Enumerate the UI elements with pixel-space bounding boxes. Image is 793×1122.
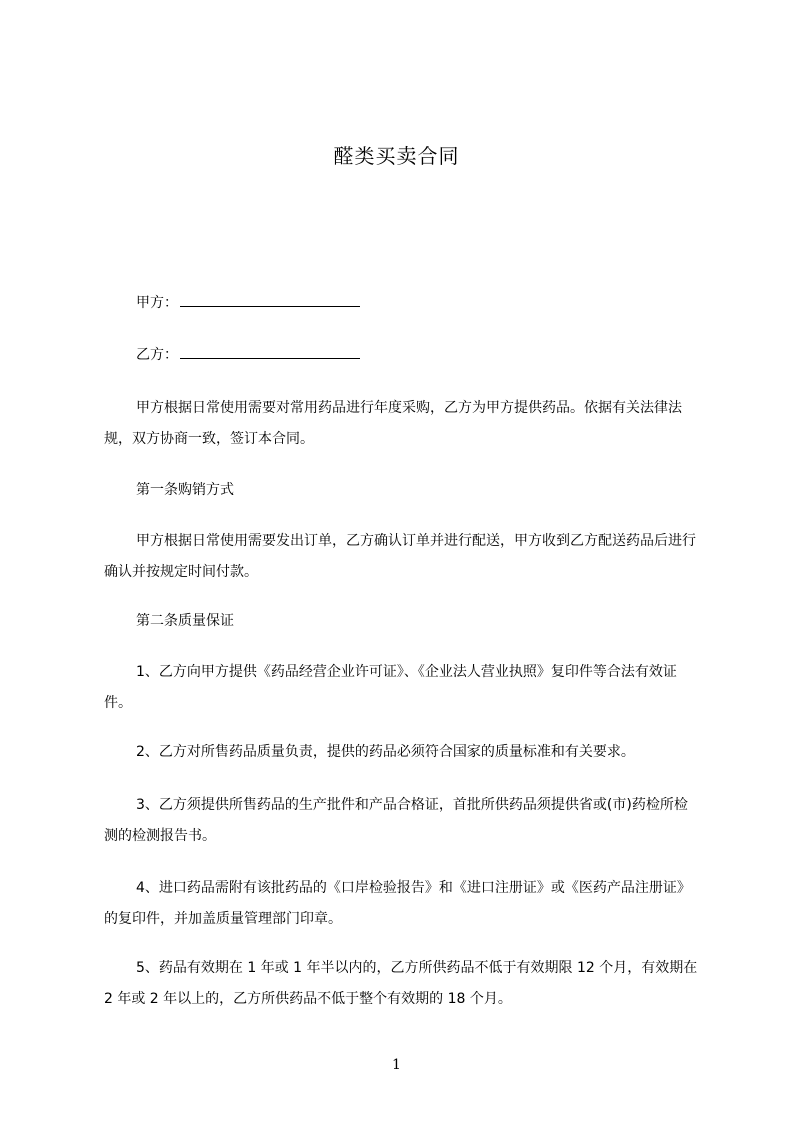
article-1-heading: 第一条购销方式 bbox=[136, 482, 234, 498]
article-2-item-4: 4、进口药品需附有该批药品的《口岸检验报告》和《进口注册证》或《医药产品注册证》的复印件，并加盖质量管理部门印章。 bbox=[104, 880, 691, 927]
article-1-text: 甲方根据日常使用需要发出订单，乙方确认订单并进行配送，甲方收到乙方配送药品后进行确认并按规定时间付款。 bbox=[104, 533, 696, 580]
party-b-blank bbox=[180, 344, 360, 359]
article-2-item-5: 5、药品有效期在 1 年或 1 年半以内的，乙方所供药品不低于有效期限 12 个月，有效期在 2 年或 2 年以上的，乙方所供药品不低于整个有效期的 18 个月。 bbox=[104, 960, 698, 1007]
party-b-line bbox=[136, 344, 360, 365]
party-a-line bbox=[136, 292, 360, 313]
intro-paragraph: 甲方根据日常使用需要对常用药品进行年度采购，乙方为甲方提供药品。依据有关法律法规，双方协商一致，签订本合同。 bbox=[104, 400, 682, 447]
article-2-heading: 第二条质量保证 bbox=[136, 613, 234, 629]
article-2-item-3: 3、乙方须提供所售药品的生产批件和产品合格证，首批所供药品须提供省或(市)药检所检测的检测报告书。 bbox=[104, 797, 688, 844]
page-number: 1 bbox=[392, 1057, 401, 1073]
article-2-item-2: 2、乙方对所售药品质量负责，提供的药品必须符合国家的质量标准和有关要求。 bbox=[136, 744, 635, 760]
party-b-label: 乙方： bbox=[136, 347, 178, 363]
document-title: 醛类买卖合同 bbox=[333, 144, 460, 168]
party-a-label: 甲方： bbox=[136, 295, 178, 311]
article-2-item-1: 1、乙方向甲方提供《药品经营企业许可证》、《企业法人营业执照》复印件等合法有效证件。 bbox=[104, 664, 677, 711]
party-a-blank bbox=[180, 292, 360, 307]
